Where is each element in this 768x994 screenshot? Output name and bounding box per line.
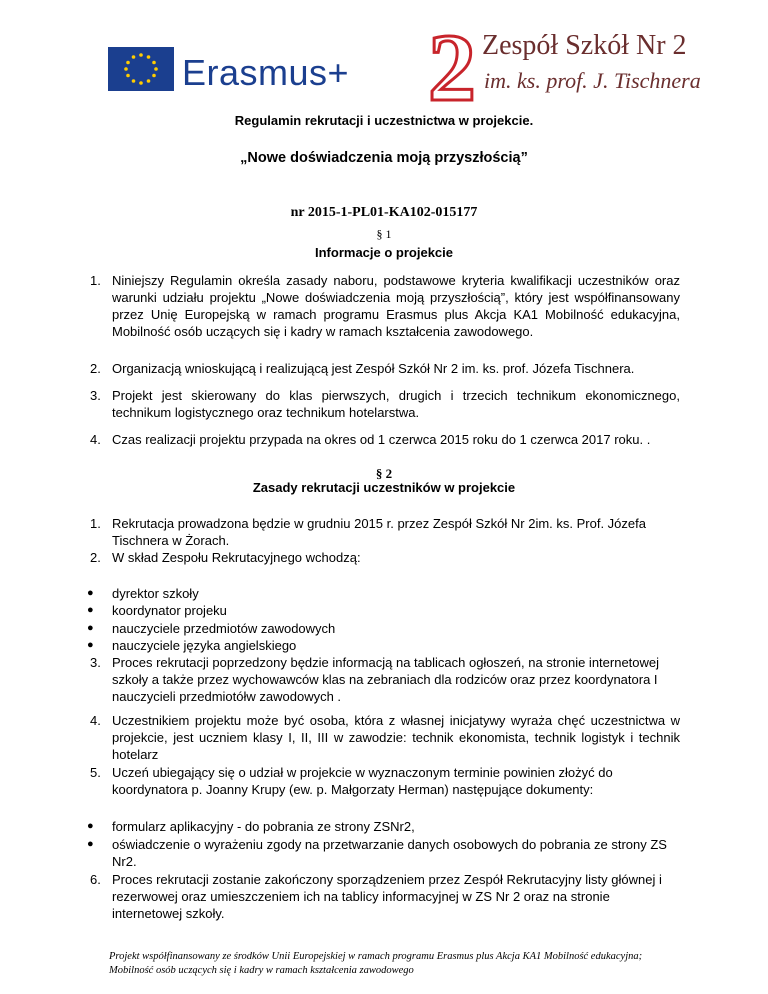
school-logo-icon <box>426 24 486 108</box>
item-number: 2. <box>90 361 101 376</box>
eu-flag-icon <box>108 47 174 91</box>
document-item-text: oświadczenie o wyrażeniu zgody na przetwarzanie danych osobowych do pobrania ze strony ZS Nr2. <box>112 837 667 869</box>
list-item <box>90 871 672 922</box>
project-subtitle: „Nowe doświadczenia moją przyszłością” <box>240 150 528 166</box>
document-item-text: formularz aplikacyjny - do pobrania ze strony ZSNr2, <box>112 819 415 834</box>
item-text: Organizacją wnioskującą i realizującą jest Zespół Szkół Nr 2 im. ks. prof. Józefa Tischnera. <box>112 361 635 376</box>
bullet-icon: ● <box>87 639 94 651</box>
item-text: Niniejszy Regulamin określa zasady naboru, podstawowe kryteria kwalifikacji uczestników oraz warunki udziału projektu „Nowe doświadczenia moją przyszłością”, który jest współfinansowany przez Unię Europejską w ramach programu Erasmus plus Akcja KA1 Mobilność edukacyjna, Mobilność osób uczących się i kadry w ramach kształcenia zawodowego. <box>112 273 680 339</box>
committee-item-text: koordynator projeku <box>112 603 227 618</box>
list-item <box>90 387 680 421</box>
item-text: Uczeń ubiegający się o udział w projekcie w wyznaczonym terminie powinien złożyć do koordynatora p. Joanny Krupy (ew. p. Małgorzaty Herman) następujące dokumenty: <box>112 765 613 797</box>
item-text: Proces rekrutacji poprzedzony będzie informacją na tablicach ogłoszeń, na stronie internetowej szkoły a także przez wychowawców klas na zebraniach dla rodziców oraz przez koordynatora I nauczycieli przedmiotółw zawodowych . <box>112 655 660 704</box>
list-item <box>90 360 680 377</box>
item-number: 2. <box>90 550 101 565</box>
school-logo-line2: im. ks. prof. J. Tischnera <box>484 68 701 93</box>
list-item <box>90 515 672 549</box>
item-text: Uczestnikiem projektu może być osoba, która z własnej inicjatywy wyraża chęć uczestnictwa w projekcie, jest uczniem klasy I, II, III w zawodzie: technik ekonomista, technik logistyk i technik hotelarz <box>112 713 680 762</box>
list-item <box>90 654 672 705</box>
school-logo-line1: Zespół Szkół Nr 2 <box>482 30 687 61</box>
section1-heading: Informacje o projekcie <box>315 245 453 260</box>
item-number: 6. <box>90 872 101 887</box>
item-text: Projekt jest skierowany do klas pierwszych, drugich i trzecich technikum ekonomicznego, technikum logistycznego oraz technikum hotelarstwa. <box>112 388 680 420</box>
document-item <box>87 836 672 870</box>
item-text: Rekrutacja prowadzona będzie w grudniu 2015 r. przez Zespół Szkół Nr 2im. ks. Prof. Józefa Tischnera w Żorach. <box>112 516 646 548</box>
list-item <box>90 549 680 566</box>
list-item <box>90 764 672 798</box>
list-item <box>90 431 680 448</box>
committee-item <box>87 602 227 619</box>
committee-item <box>87 620 336 637</box>
document-item <box>87 818 672 835</box>
item-number: 1. <box>90 516 101 531</box>
item-number: 4. <box>90 432 101 447</box>
bullet-icon: ● <box>87 838 94 850</box>
page-footer: Projekt współfinansowany ze środków Unii Europejskiej w ramach programu Erasmus plus Akcja KA1 Mobilność edukacyjna; Mobilność osób uczących się i kadry w ramach kształcenia zawodowego <box>109 951 643 976</box>
school-logo-numeral: 2 <box>428 24 476 108</box>
erasmus-logo-text: Erasmus+ <box>182 52 350 93</box>
document-title: Regulamin rekrutacji i uczestnictwa w projekcie. <box>234 113 534 128</box>
item-text: W skład Zespołu Rekrutacyjnego wchodzą: <box>112 550 361 565</box>
bullet-icon: ● <box>87 820 94 832</box>
item-number: 3. <box>90 388 101 403</box>
item-text: Czas realizacji projektu przypada na okres od 1 czerwca 2015 roku do 1 czerwca 2017 roku. . <box>112 432 651 447</box>
item-text: Proces rekrutacji zostanie zakończony sporządzeniem przez Zespół Rekrutacyjny listy głównej i rezerwowej oraz umieszczeniem ich na tablicy informacyjnej w ZS Nr 2 oraz na stronie internetowej szkoły. <box>112 872 662 921</box>
section1-paragraph-sign: § 1 <box>376 227 392 241</box>
list-item <box>90 712 680 763</box>
bullet-icon: ● <box>87 587 94 599</box>
bullet-icon: ● <box>87 622 94 634</box>
item-number: 1. <box>90 273 101 288</box>
section2-paragraph-sign: § 2 <box>375 466 393 481</box>
list-item <box>90 272 680 340</box>
item-number: 5. <box>90 765 101 780</box>
item-number: 3. <box>90 655 101 670</box>
bullet-icon: ● <box>87 604 94 616</box>
section2-heading: Zasady rekrutacji uczestników w projekcie <box>252 480 516 495</box>
item-number: 4. <box>90 713 101 728</box>
header <box>0 0 768 108</box>
committee-item-text: nauczyciele języka angielskiego <box>112 638 297 653</box>
project-number: nr 2015-1-PL01-KA102-015177 <box>290 205 478 220</box>
committee-item-text: nauczyciele przedmiotów zawodowych <box>112 621 336 636</box>
committee-item-text: dyrektor szkoły <box>112 586 199 601</box>
committee-item <box>87 585 199 602</box>
committee-item <box>87 637 297 654</box>
